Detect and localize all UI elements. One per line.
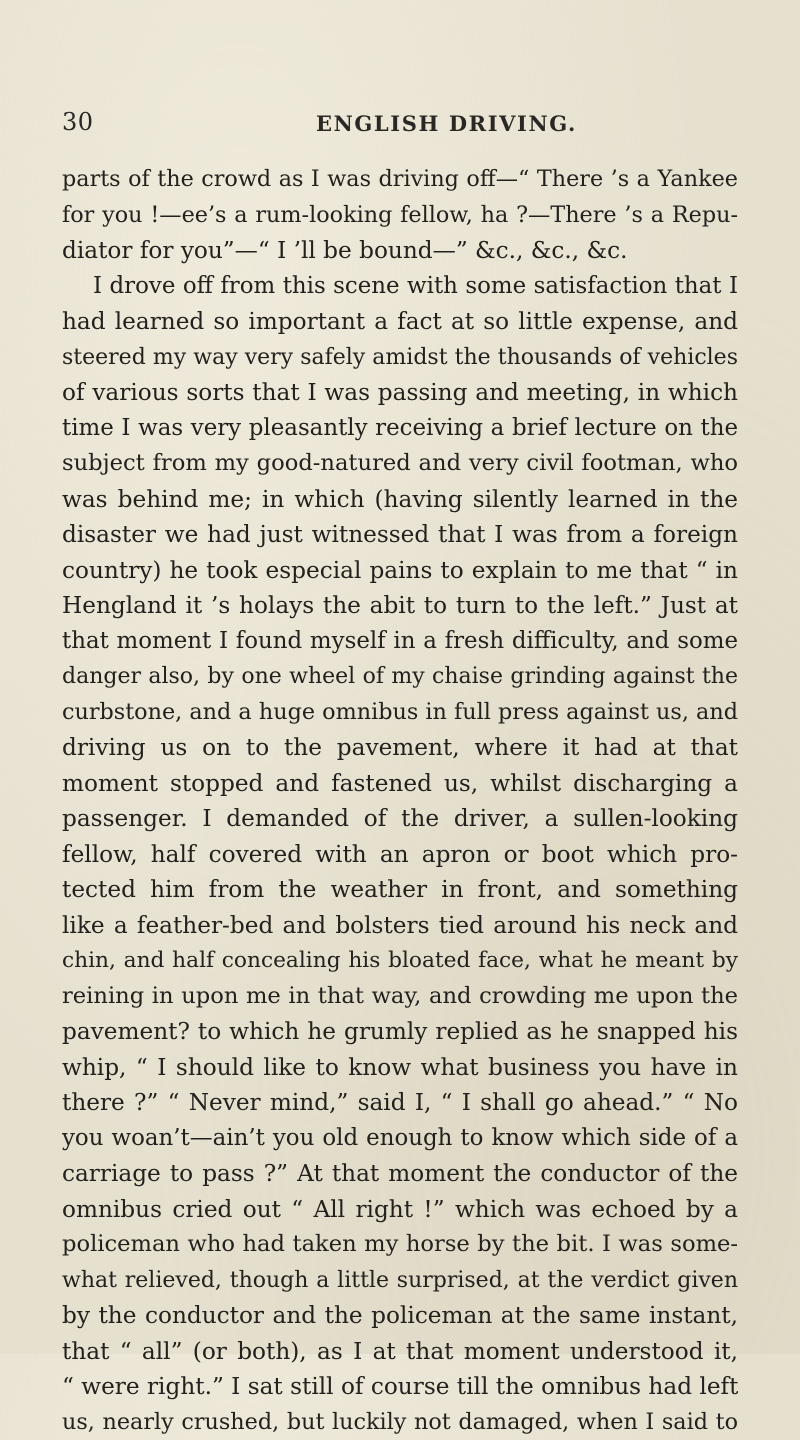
text-line: diator for you”—“ I ’ll be bound—” &c., &c., &c. [62,233,738,269]
text-line: of various sorts that I was passing and meeting, in which [62,375,738,411]
text-line: moment stopped and fastened us, whilst discharging a [62,766,738,802]
running-title: ENGLISH DRIVING. [316,111,577,136]
text-line: policeman who had taken my horse by the bit. I was some- [62,1227,738,1263]
text-line: tected him from the weather in front, and something [62,872,738,908]
text-line: Hengland it ’s holays the abit to turn to the left.” Just at [62,588,738,624]
text-line: reining in upon me in that way, and crowding me upon the [62,979,738,1015]
text-line: I drove off from this scene with some satisfaction that I [62,269,738,305]
text-line: carriage to pass ?” At that moment the conductor of the [62,1156,738,1192]
text-line: what relieved, though a little surprised, at the verdict given [62,1263,738,1299]
text-line: had learned so important a fact at so little expense, and [62,304,738,340]
text-line: that “ all” (or both), as I at that moment understood it, [62,1334,738,1370]
text-line: curbstone, and a huge omnibus in full press against us, and [62,695,738,731]
text-line: fellow, half covered with an apron or boot which pro- [62,837,738,873]
text-line: driving us on to the pavement, where it had at that [62,730,738,766]
text-line: parts of the crowd as I was driving off—“ There ’s a Yankee [62,162,738,198]
text-line: “ were right.” I sat still of course till the omnibus had left [62,1369,738,1405]
text-line: that moment I found myself in a fresh difficulty, and some [62,624,738,660]
text-line: chin, and half concealing his bloated face, what he meant by [62,943,738,979]
text-line: omnibus cried out “ All right !” which was echoed by a [62,1192,738,1228]
text-line: disaster we had just witnessed that I was from a foreign [62,517,738,553]
text-line: danger also, by one wheel of my chaise grinding against the [62,659,738,695]
text-line: you woan’t—ain’t you old enough to know which side of a [62,1121,738,1157]
text-line: steered my way very safely amidst the thousands of vehicles [62,340,738,376]
text-line: was behind me; in which (having silently learned in the [62,482,738,518]
text-line: by the conductor and the policeman at the same instant, [62,1298,738,1334]
text-line: us, nearly crushed, but luckily not damaged, when I said to [62,1405,738,1440]
text-line: subject from my good-natured and very civil footman, who [62,446,738,482]
text-line: for you !—ee’s a rum-looking fellow, ha ?—There ’s a Repu- [62,198,738,234]
text-line: time I was very pleasantly receiving a brief lecture on the [62,411,738,447]
text-line: country) he took especial pains to explain to me that “ in [62,553,738,589]
page-number: 30 [62,108,94,136]
text-line: pavement? to which he grumly replied as he snapped his [62,1014,738,1050]
text-line: whip, “ I should like to know what business you have in [62,1050,738,1086]
text-line: passenger. I demanded of the driver, a sullen-looking [62,801,738,837]
running-head [62,108,738,138]
text-line: there ?” “ Never mind,” said I, “ I shall go ahead.” “ No [62,1085,738,1121]
text-line: like a feather-bed and bolsters tied around his neck and [62,908,738,944]
body-text [62,162,738,1440]
